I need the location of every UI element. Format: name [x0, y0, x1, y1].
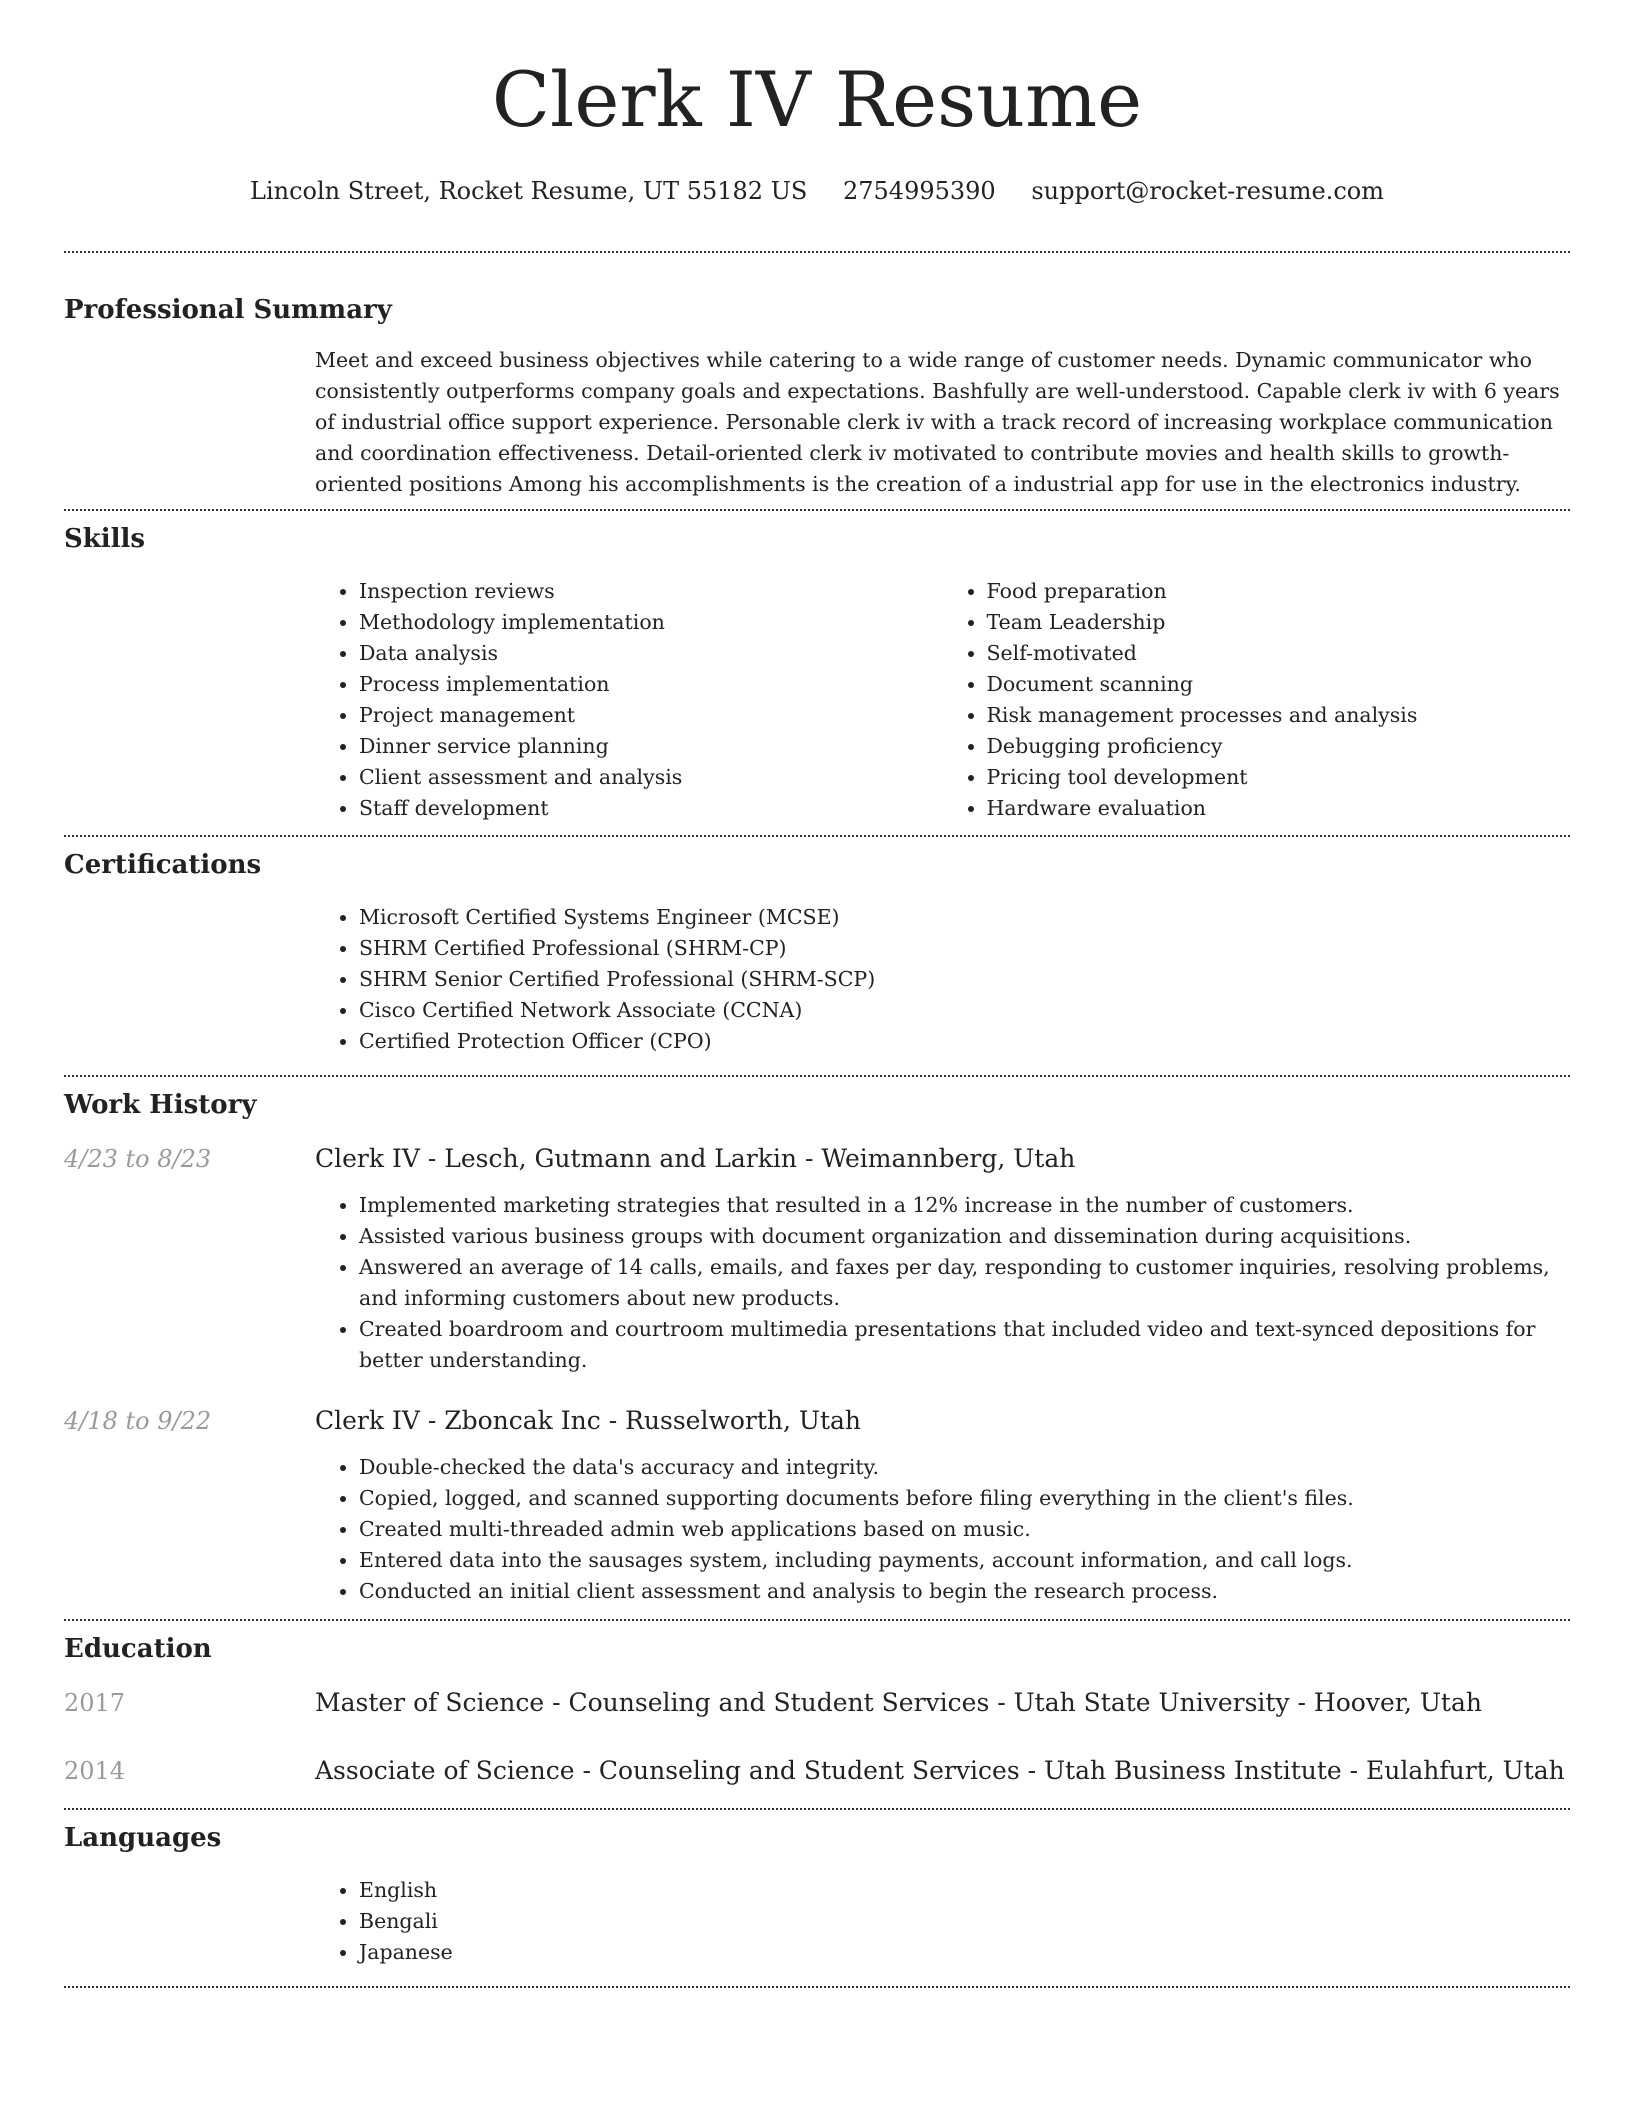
job-bullet: • Assisted various business groups with document organization and dissemination during acquisitions.	[359, 1221, 1570, 1252]
skill-item: • Self-motivated	[987, 638, 1571, 669]
certification-item: • Microsoft Certified Systems Engineer (MCSE)	[359, 902, 1570, 933]
contact-line	[64, 176, 1570, 206]
job-bullet: • Double-checked the data's accuracy and integrity.	[359, 1452, 1570, 1483]
job-bullet: • Entered data into the sausages system, including payments, account information, and call logs.	[359, 1545, 1570, 1576]
languages-heading: Languages	[64, 1823, 222, 1853]
job-bullet: • Conducted an initial client assessment and analysis to begin the research process.	[359, 1576, 1570, 1607]
section-divider	[64, 1986, 1570, 1988]
skill-item: • Dinner service planning	[359, 731, 943, 762]
skill-item: • Risk management processes and analysis	[987, 700, 1571, 731]
resume-page	[64, 0, 1570, 1988]
skill-item: • Client assessment and analysis	[359, 762, 943, 793]
skill-item: • Staff development	[359, 793, 943, 824]
skills-column-right	[943, 576, 1571, 824]
education-heading: Education	[64, 1634, 212, 1664]
job-bullets	[315, 1452, 1570, 1607]
education-year: 2014	[64, 1757, 126, 1785]
education-year: 2017	[64, 1689, 126, 1717]
job-dates: 4/18 to 9/22	[64, 1407, 212, 1435]
job-bullet: • Created boardroom and courtroom multimedia presentations that included video and text-synced depositions for better understanding.	[359, 1314, 1570, 1376]
certifications-list	[315, 902, 1570, 1057]
resume-title: Clerk IV Resume	[491, 55, 1143, 144]
job-title: Clerk IV - Lesch, Gutmann and Larkin - Weimannberg, Utah	[315, 1144, 1076, 1173]
skill-item: • Project management	[359, 700, 943, 731]
job-bullet: • Copied, logged, and scanned supporting documents before filing everything in the client's files.	[359, 1483, 1570, 1514]
skill-item: • Pricing tool development	[987, 762, 1571, 793]
skill-item: • Debugging proficiency	[987, 731, 1571, 762]
work-heading: Work History	[64, 1090, 257, 1120]
certification-item: • SHRM Senior Certified Professional (SHRM-SCP)	[359, 964, 1570, 995]
contact-phone: 2754995390	[843, 177, 996, 205]
education-entry	[64, 1756, 1570, 1786]
certification-item: • Certified Protection Officer (CPO)	[359, 1026, 1570, 1057]
education-degree: Master of Science - Counseling and Student Services - Utah State University - Hoover, Utah	[315, 1688, 1482, 1717]
summary-heading: Professional Summary	[64, 295, 392, 325]
job-title: Clerk IV - Zboncak Inc - Russelworth, Utah	[315, 1406, 862, 1435]
language-item: • Japanese	[359, 1937, 1570, 1968]
skills-column-left	[315, 576, 943, 824]
skills-list	[315, 576, 1570, 824]
language-item: • Bengali	[359, 1906, 1570, 1937]
skill-item: • Process implementation	[359, 669, 943, 700]
certification-item: • Cisco Certified Network Associate (CCNA)	[359, 995, 1570, 1026]
skill-item: • Methodology implementation	[359, 607, 943, 638]
education-degree: Associate of Science - Counseling and Student Services - Utah Business Institute - Eulahfurt, Utah	[315, 1756, 1565, 1785]
job-bullet: • Created multi-threaded admin web applications based on music.	[359, 1514, 1570, 1545]
job-entry	[64, 1144, 1570, 1376]
certification-item: • SHRM Certified Professional (SHRM-CP)	[359, 933, 1570, 964]
education-entry	[64, 1688, 1570, 1718]
skill-item: • Team Leadership	[987, 607, 1571, 638]
job-dates: 4/23 to 8/23	[64, 1145, 212, 1173]
skill-item: • Document scanning	[987, 669, 1571, 700]
skill-item: • Hardware evaluation	[987, 793, 1571, 824]
job-entry	[64, 1406, 1570, 1607]
certifications-heading: Certifications	[64, 850, 262, 880]
skill-item: • Food preparation	[987, 576, 1571, 607]
job-bullet: • Answered an average of 14 calls, emails, and faxes per day, responding to customer inquiries, resolving problems, and informing customers about new products.	[359, 1252, 1570, 1314]
language-item: • English	[359, 1875, 1570, 1906]
skill-item: • Data analysis	[359, 638, 943, 669]
job-bullet: • Implemented marketing strategies that resulted in a 12% increase in the number of customers.	[359, 1190, 1570, 1221]
skills-heading: Skills	[64, 524, 146, 554]
job-bullets	[315, 1190, 1570, 1376]
contact-address: Lincoln Street, Rocket Resume, UT 55182 US	[250, 177, 808, 205]
summary-text: Meet and exceed business objectives while catering to a wide range of customer needs. Dynamic communicator who consistently outperforms company goals and expectations. Bashfully are well-understood. Capable clerk iv with 6 years of industrial office support experience. Personable clerk iv with a track record of increasing workplace communication and coordination effectiveness. Detail-oriented clerk iv motivated to contribute movies and health skills to growth-oriented positions Among his accomplishments is the creation of a industrial app for use in the electronics industry.	[315, 348, 1560, 496]
contact-email: support@rocket-resume.com	[1031, 177, 1384, 205]
skill-item: • Inspection reviews	[359, 576, 943, 607]
languages-list	[315, 1875, 1570, 1968]
